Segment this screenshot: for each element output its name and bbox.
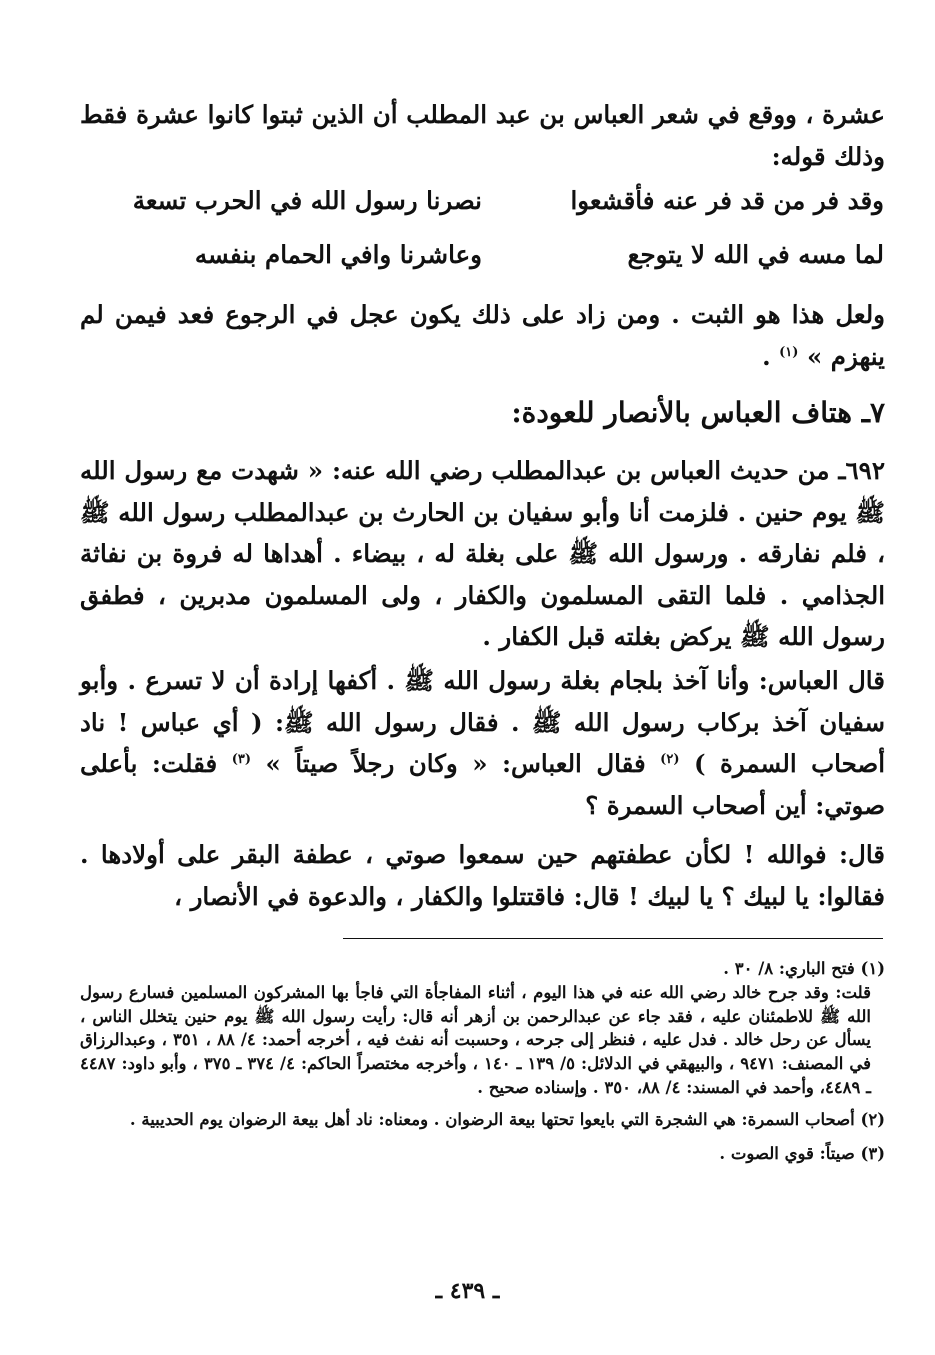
- intro-line-2: وذلك قوله:: [771, 141, 885, 171]
- section-heading: ٧ـ هتاف العباس بالأنصار للعودة:: [511, 396, 885, 429]
- footnote-1-title: (١) فتح الباري: ٨/ ٣٠ .: [723, 959, 885, 978]
- verse-2-first-hemistich: وعاشرنا وافي الحمام بنفسه: [194, 240, 482, 269]
- hadith-paragraph-3: [80, 834, 885, 917]
- footnote-separator: [343, 938, 883, 939]
- hadith-paragraph-1: [80, 450, 885, 658]
- hadith-text-3: قال: فوالله ! لكأن عطفتهم حين سمعوا صوتي ، عطفة البقر على أولادها . فقالوا: يا لبيك ؟ يا لبيك ! قال: فاقتتلوا والكفار ، والدعوة في الأنصار ،: [80, 840, 885, 911]
- hadith-text-2c: فقلت: بأعلى صوتي: أين أصحاب السمرة ؟: [80, 749, 885, 820]
- verse-1: [80, 186, 885, 230]
- verse-2-second-hemistich: لما مسه في الله لا يتوجع: [627, 240, 884, 269]
- footnote-ref-1: (١): [779, 344, 799, 360]
- hadith-text-2b: فقال العباس: « وكان رجلاً صيتاً »: [265, 749, 646, 778]
- footnote-ref-2: (٢): [660, 751, 680, 767]
- verse-1-second-hemistich: وقد فر من قد فر عنه فأقشعوا: [570, 186, 884, 215]
- intro-line-1: عشرة ، ووقع في شعر العباس بن عبد المطلب أن الذين ثبتوا كانوا عشرة فقط: [80, 100, 885, 129]
- footnotes: [80, 957, 885, 1165]
- conclusion-paragraph: [80, 294, 885, 377]
- hadith-paragraph-2: [80, 660, 885, 826]
- conclusion-end: .: [762, 341, 771, 371]
- conclusion-text: ولعل هذا هو الثبت . ومن زاد على ذلك يكون عجل في الرجوع فعد فيمن لم ينهزم »: [80, 300, 885, 371]
- intro-paragraph: [80, 94, 885, 177]
- footnote-3: (٣) صيتاً: قوي الصوت .: [719, 1143, 885, 1163]
- hadith-text-1: ٦٩٢ـ من حديث العباس بن عبدالمطلب رضي الله عنه: « شهدت مع رسول الله ﷺ يوم حنين . فلزمت أنا وأبو سفيان بن الحارث بن عبدالمطلب رسول الله ﷺ ، فلم نفارقه . ورسول الله ﷺ على بغلة له ، بيضاء . أهداها له فروة بن نفاثة الجذامي . فلما التقى المسلمون والكفار ، ولى المسلمون مدبرين ، فطفق رسول الله ﷺ يركض بغلته قبل الكفار .: [80, 456, 885, 651]
- page-number: ـ ٤٣٩ ـ: [435, 1278, 500, 1304]
- hadith-text-2a: قال العباس: وأنا آخذ بلجام بغلة رسول الله ﷺ . أكفها إرادة أن لا تسرع . وأبو سفيان آخذ بركاب رسول الله ﷺ . فقال رسول الله ﷺ: ( أي عباس ! ناد أصحاب السمرة ): [80, 666, 886, 778]
- verse-2: [80, 240, 885, 284]
- footnote-ref-3: (٣): [231, 751, 251, 767]
- verse-1-first-hemistich: نصرنا رسول الله في الحرب تسعة: [132, 186, 482, 215]
- footnote-2: (٢) أصحاب السمرة: هي الشجرة التي بايعوا تحتها بيعة الرضوان . ومعناه: ناد أهل بيعة الرضوان يوم الحديبية .: [129, 1109, 885, 1129]
- footnote-1-body: قلت: وقد جرح خالد رضي الله عنه في هذا اليوم ، أثناء المفاجأة التي فاجأ بها المشركون المسلمين فسارع رسول الله ﷺ للاطمئنان عليه ، فقد جاء عن عبدالرحمن بن أزهر أنه قال: رأيت رسول الله ﷺ يوم حنين يتخلل الناس ، يسأل عن رحل خالد . فدل عليه ، فنظر إلى جرحه ، وحسبت أنه نفث فيه ، أخرجه أحمد: ٤/ ٨٨ ، ٣٥١ ، وعبدالرزاق في المصنف: ٩٤٧١ ، والبيهقي في الدلائل: ٥/ ١٣٩ ـ ١٤٠ ، وأخرجه مختصراً الحاكم: ٤/ ٣٧٤ ـ ٣٧٥ ، وأبو داود: ٤٤٨٧ ـ ٤٤٨٩، وأحمد في المسند: ٤/ ٨٨، ٣٥٠ . وإسناده صحيح .: [80, 982, 872, 1097]
